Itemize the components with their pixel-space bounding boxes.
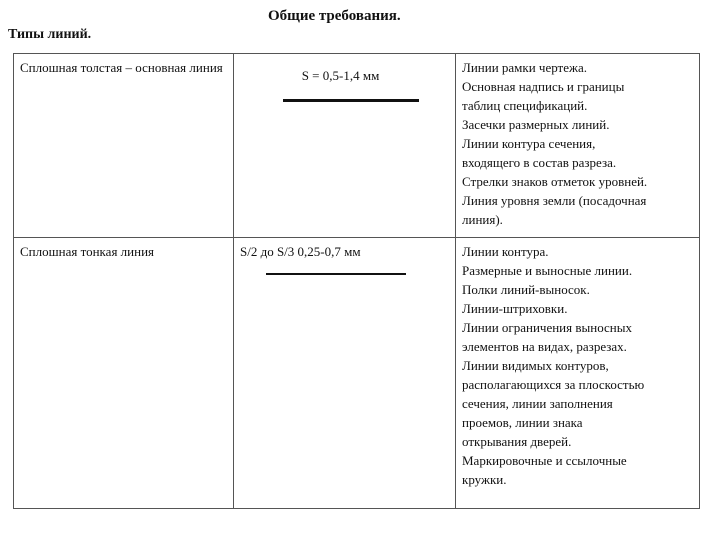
thick-line-sample [283,99,419,102]
usage-line: Маркировочные и ссылочные [462,453,627,468]
usage-cell [456,238,700,509]
usage-line: Полки линий-выносок. [462,282,590,297]
usage-line: Линии контура. [462,244,549,259]
thickness-cell [234,54,456,238]
usage-line: проемов, линии знака [462,415,583,430]
section-title: Типы линий. [8,27,92,42]
line-name-cell [14,54,234,238]
usage-line: Линии контура сечения, [462,136,596,151]
usage-line: Линии видимых контуров, [462,358,609,373]
usage-line: Линии рамки чертежа. [462,60,588,75]
usage-line: Линия уровня земли (посадочная [462,193,647,208]
usage-line: кружки. [462,472,507,487]
usage-line: Линии ограничения выносных [462,320,632,335]
thickness-spec: S = 0,5-1,4 мм [301,68,380,83]
usage-line: входящего в состав разреза. [462,155,617,170]
line-types-table [13,53,700,509]
usage-line: располагающихся за плоскостью [462,377,645,392]
usage-line: сечения, линии заполнения [462,396,613,411]
table-row [14,238,700,509]
usage-line: Размерные и выносные линии. [462,263,633,278]
thin-line-sample [266,273,406,275]
usage-line: линия). [462,212,503,227]
thickness-cell [234,238,456,509]
page-title: Общие требования. [268,8,401,24]
usage-line: Основная надпись и границы [462,79,625,94]
line-name-cell [14,238,234,509]
usage-line: Линии-штриховки. [462,301,568,316]
line-name: Сплошная тонкая линия [20,244,155,259]
usage-line: открывания дверей. [462,434,572,449]
line-name: Сплошная толстая – основная линия [20,60,223,75]
usage-line: Засечки размерных линий. [462,117,610,132]
usage-line: элементов на видах, разрезах. [462,339,627,354]
usage-line: таблиц спецификаций. [462,98,588,113]
usage-line: Стрелки знаков отметок уровней. [462,174,648,189]
thickness-spec: S/2 до S/3 0,25-0,7 мм [240,244,361,259]
table-row [14,54,700,238]
usage-cell [456,54,700,238]
